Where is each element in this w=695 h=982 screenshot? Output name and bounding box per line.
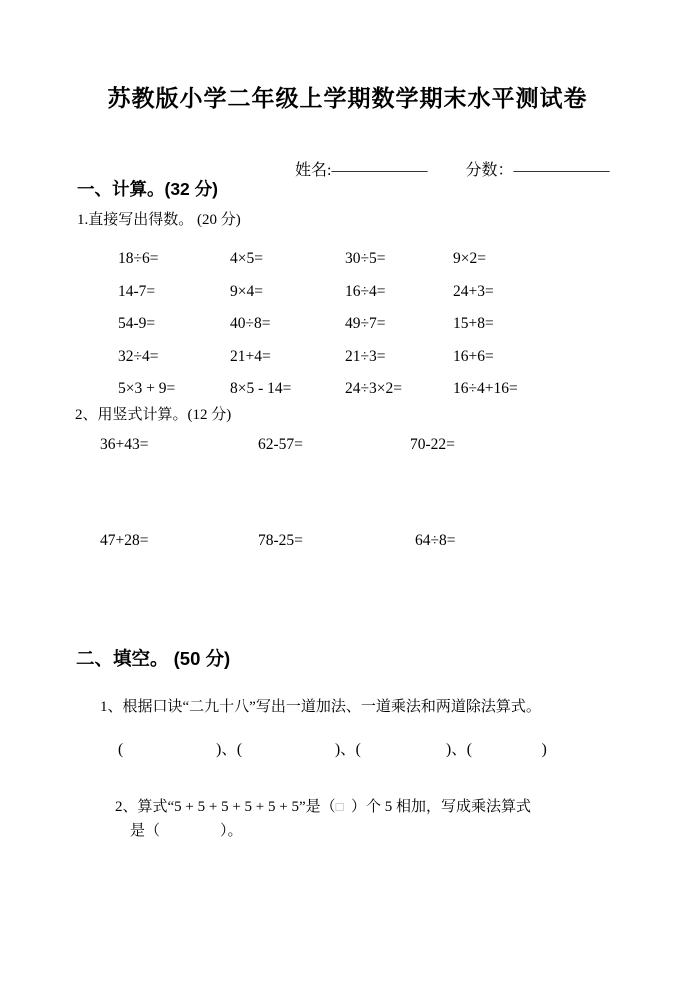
calc-cell: 24÷3×2= <box>345 380 402 398</box>
calc-cell: 15+8= <box>453 315 494 333</box>
fill-q1-blanks: ( )、( )、( )、( ) <box>118 741 547 758</box>
subsection-direct-calculation-heading: 1.直接写出得数。 (20 分) <box>77 212 241 228</box>
calc-cell: 40÷8= <box>230 315 271 333</box>
calc-cell: 49÷7= <box>345 315 386 333</box>
vertical-calc-item: 62-57= <box>258 436 303 453</box>
fill-q2-line1-after: ）个 5 相加，写成乘法算式 <box>343 799 531 815</box>
calc-cell: 54-9= <box>118 315 156 333</box>
vertical-calc-item: 47+28= <box>100 532 149 549</box>
calc-cell: 14-7= <box>118 282 156 300</box>
calc-cell: 18÷6= <box>118 250 159 267</box>
calc-cell: 8×5 - 14= <box>230 380 292 398</box>
subsection-vertical-calculation-heading: 2、用竖式计算。(12 分) <box>75 407 232 423</box>
calc-cell: 16÷4= <box>345 282 386 300</box>
vertical-calc-item: 70-22= <box>410 436 455 453</box>
calc-cell: 32÷4= <box>118 347 159 365</box>
calc-cell: 9×2= <box>453 250 486 267</box>
calc-cell: 24+3= <box>453 282 494 300</box>
fill-q1-text: 1、根据口诀“二九十八”写出一道加法、一道乘法和两道除法算式。 <box>100 699 541 715</box>
calc-cell: 5×3 + 9= <box>118 380 176 398</box>
vertical-calc-item: 36+43= <box>100 436 149 453</box>
vertical-calc-item: 78-25= <box>258 532 303 549</box>
calc-cell: 9×4= <box>230 282 263 300</box>
name-field <box>295 157 427 180</box>
answer-box-placeholder: □ <box>335 799 344 814</box>
direct-calculation-grid <box>118 243 658 406</box>
name-label: 姓名: <box>295 162 332 179</box>
score-blank: ____________ <box>513 157 610 174</box>
fill-q2-line2: 是（ ）。 <box>130 823 243 839</box>
vertical-calc-item: 64÷8= <box>415 532 456 549</box>
calc-cell: 30÷5= <box>345 250 386 267</box>
calc-cell: 21÷3= <box>345 347 386 365</box>
page-title: 苏教版小学二年级上学期数学期末水平测试卷 <box>107 85 588 111</box>
calc-cell: 16+6= <box>453 347 494 365</box>
section-calculation-heading: 一、计算。(32 分) <box>77 179 218 199</box>
calc-cell: 4×5= <box>230 250 263 267</box>
name-score-line <box>295 157 609 180</box>
calc-cell: 21+4= <box>230 347 271 365</box>
section-fill-blank-heading: 二、填空。 (50 分) <box>76 648 231 669</box>
name-blank: ____________ <box>331 157 428 174</box>
score-label: 分数： <box>465 162 514 179</box>
score-field <box>465 157 609 180</box>
fill-q2-line1-before: 2、算式“5 + 5 + 5 + 5 + 5 + 5”是（ <box>115 799 336 815</box>
calc-cell: 16÷4+16= <box>453 380 518 398</box>
